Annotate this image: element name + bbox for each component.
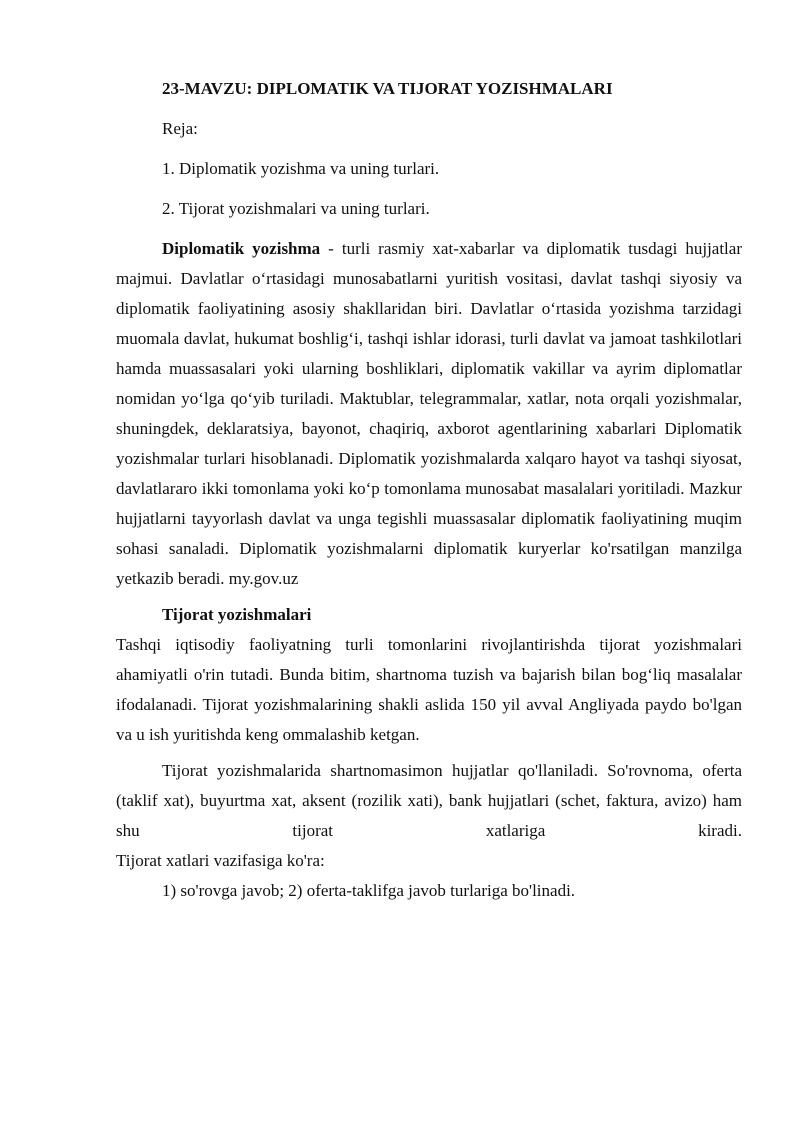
section2-paragraph-1: Tashqi iqtisodiy faoliyatning turli tomonlarini rivojlantirishda tijorat yozishmalari ahamiyatli o'rin tutadi. Bunda bitim, shartnoma tuzish va bajarish bilan bogʻliq masalalar ifodalanadi. Tijorat yozishmalarining shakli aslida 150 yil avval Angliyada paydo bo'lgan va u ish yuritishda keng ommalashib ketgan. (116, 635, 742, 744)
document-page (116, 74, 742, 916)
section2-paragraph-2: Tijorat yozishmalarida shartnomasimon hujjatlar qo'llaniladi. So'rovnoma, oferta (taklif xat), buyurtma xat, aksent (rozilik xati), bank hujjatlari (schet, faktura, avizo) ham shu tijorat xatlariga kiradi. (116, 761, 742, 840)
document-title: 23-MAVZU: DIPLOMATIK VA TIJORAT YOZISHMALARI (162, 79, 613, 98)
section2-paragraph-3: Tijorat xatlari vazifasiga ko'ra: (116, 851, 325, 870)
plan-item-1: 1. Diplomatik yozishma va uning turlari. (162, 159, 440, 178)
section1-term: Diplomatik yozishma (162, 239, 321, 258)
plan-item-2: 2. Tijorat yozishmalari va uning turlari. (162, 199, 430, 218)
section1-paragraph (116, 234, 742, 594)
plan-label: Reja: (162, 119, 198, 138)
section2-heading: Tijorat yozishmalari (162, 605, 312, 624)
section1-body: - turli rasmiy xat-xabarlar va diplomatik tusdagi hujjatlar majmui. Davlatlar oʻrtasidagi munosabatlarni yuritish vositasi, davlat tashqi siyosiy va diplomatik faoliyatining asosiy shakllaridan biri. Davlatlar oʻrtasida yozishma tarzidagi muomala davlat, hukumat boshligʻi, tashqi ishlar idorasi, turli davlat va jamoat tashkilotlari hamda muassasalari yoki ularning boshliklari, diplomatik vakillar va ayrim diplomatlar nomidan yoʻlga qoʻyib turiladi. Maktublar, telegrammalar, xatlar, nota orqali yozishmalar, shuningdek, deklaratsiya, bayonot, chaqiriq, axborot agentlarining xabarlari Diplomatik yozishmalar turlari hisoblanadi. Diplomatik yozishmalarda xalqaro hayot va tashqi siyosat, davlatlararo ikki tomonlama yoki koʻp tomonlama munosabat masalalari yoritiladi. Mazkur hujjatlarni tayyorlash davlat va unga tegishli muassasalar diplomatik faoliyatining muqim sohasi sanaladi. Diplomatik yozishmalarni diplomatik kuryerlar ko'rsatilgan manzilga yetkazib beradi. my.gov.uz (116, 239, 742, 588)
section2-paragraph-4: 1) so'rovga javob; 2) oferta-taklifga javob turlariga bo'linadi. (162, 881, 576, 900)
